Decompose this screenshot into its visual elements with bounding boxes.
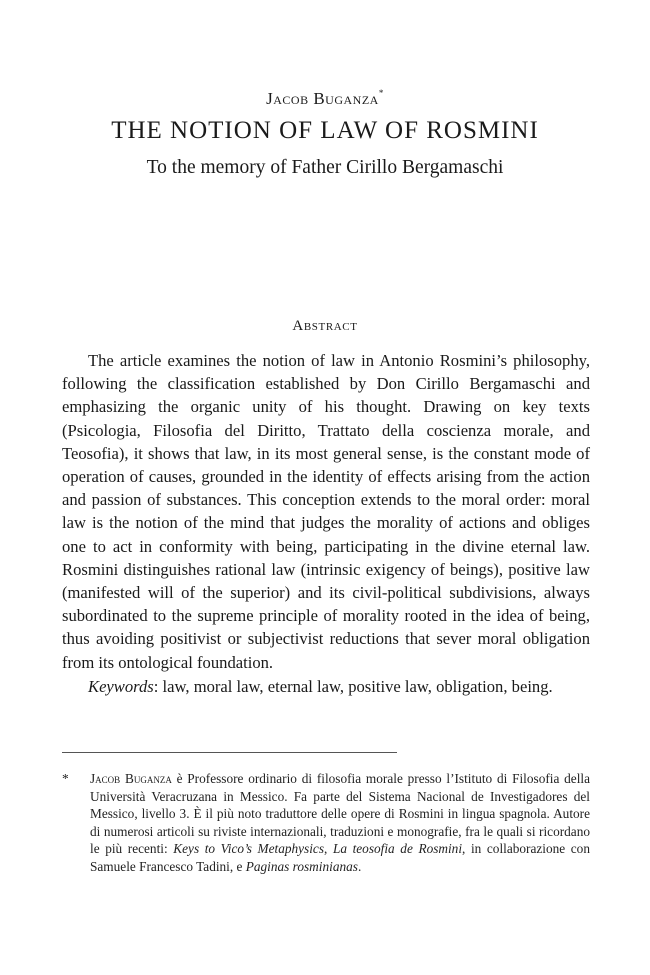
abstract-text: The article examines the notion of law in Antonio Rosmini’s philosophy, following the classification established by Don Cirillo Bergamaschi and emphasizing the organic unity of his thought. Drawing on key texts (Psicologia, Filosofia del Diritto, Trattato della coscienza morale, and Teosofia), it shows that law, in its most general sense, is the constant mode of operation of causes, grounded in the identity of effects arising from the action and passion of substances. This conception extends to the moral order: moral law is the notion of the mind that judges the morality of actions and obliges one to act in conformity with being, participating in the divine eternal law. Rosmini distinguishes rational law (intrinsic exigency of beings), positive law (manifested will of the superior) and its civil-political subdivisions, always subordinated to the supreme principle of morality rooted in the idea of being, thus avoiding positivist or subjectivist reductions that sever moral obligation from its ontological foundation.: [62, 351, 590, 672]
footnote-mark: *: [62, 771, 69, 786]
footnote-text: [90, 770, 590, 876]
dedication: To the memory of Father Cirillo Bergamaschi: [146, 157, 504, 178]
footnote-title-keys: Keys to Vico’s Metaphysics: [173, 841, 324, 857]
keywords-text: : law, moral law, eternal law, positive law, obligation, being.: [153, 677, 553, 696]
footnote-author: Jacob Buganza: [90, 771, 172, 786]
author-footnote-mark: *: [378, 88, 384, 98]
footnote-title-paginas: Paginas rosminianas: [245, 858, 358, 874]
keywords-label: Keywords: [88, 677, 154, 696]
author-name: Jacob Buganza: [266, 89, 379, 108]
footnote-text-part: è Professore ordinario di filosofia morale presso l’Istituto di Filosofia della Università Veracruzana in Messico. Fa parte del Sistema Nacional de Investigadores del Messico, livello 3. È il più noto traduttore delle opere di Rosmini in lingua spagnola. Autore di numerosi articoli su riviste internazionali, traduzioni e monografie, fra le quali si ricordano le più recenti:: [90, 771, 590, 857]
footnote: [62, 770, 590, 876]
footnote-text-part: ,: [324, 841, 333, 857]
footnote-text-part: .: [357, 858, 362, 874]
footnote-divider: [62, 752, 397, 753]
footnote-text-part: , in collaborazione con Samuele Francesco Tadini, e: [90, 841, 590, 874]
keywords-line: [62, 675, 590, 698]
author-line: [0, 88, 650, 109]
footnote-title-teosofia: La teosofia de Rosmini: [332, 841, 463, 857]
abstract-heading: Abstract: [292, 318, 358, 334]
paper-title: THE NOTION OF LAW OF ROSMINI: [111, 117, 539, 144]
